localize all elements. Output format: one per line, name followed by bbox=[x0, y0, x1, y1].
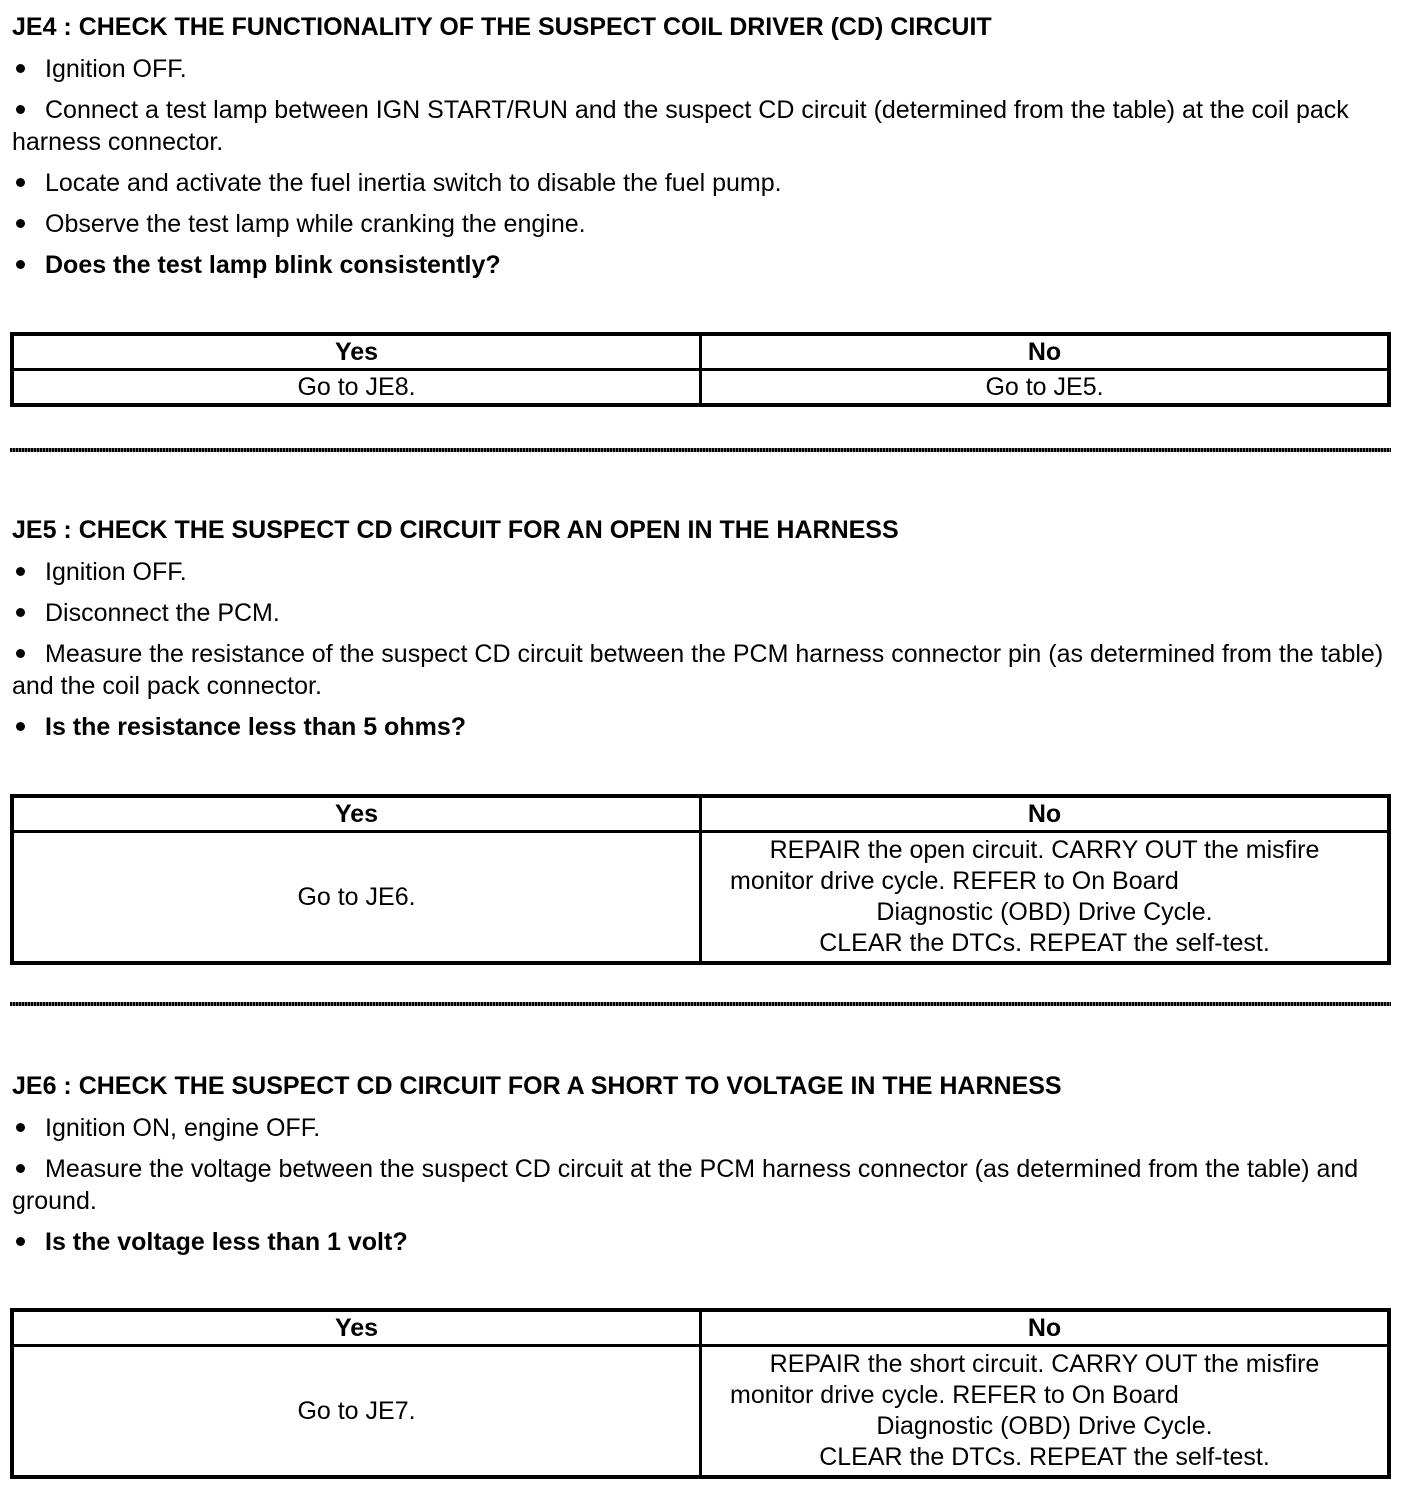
bullet-icon bbox=[16, 178, 25, 187]
bullet-icon bbox=[16, 567, 25, 576]
bullet-icon bbox=[16, 649, 25, 658]
bullet-item: Measure the voltage between the suspect CD circuit at the PCM harness connector (as determined from the table) and ground. bbox=[12, 1155, 1359, 1215]
section-divider bbox=[10, 1002, 1391, 1006]
bullet-icon bbox=[16, 1164, 25, 1173]
table-header-row bbox=[12, 1310, 1389, 1346]
no-header: No bbox=[701, 796, 1390, 832]
bullet-icon bbox=[16, 1123, 25, 1132]
no-line: monitor drive cycle. REFER to On Board bbox=[730, 1381, 1179, 1409]
bullet-question: Is the voltage less than 1 volt? bbox=[12, 1226, 1392, 1258]
table-row bbox=[12, 832, 1389, 964]
no-cell: Go to JE5. bbox=[701, 370, 1390, 406]
bullet-item: Ignition OFF. bbox=[12, 556, 1392, 588]
result-table-je6 bbox=[10, 1308, 1391, 1479]
bullet-icon bbox=[16, 722, 25, 731]
bullet-question: Does the test lamp blink consistently? bbox=[12, 249, 1392, 281]
yes-cell: Go to JE8. bbox=[12, 370, 701, 406]
section-divider bbox=[10, 448, 1391, 452]
result-table-je5 bbox=[10, 794, 1391, 965]
no-line: monitor drive cycle. REFER to On Board bbox=[730, 867, 1179, 895]
yes-header: Yes bbox=[12, 1310, 701, 1346]
no-line: CLEAR the DTCs. REPEAT the self-test. bbox=[819, 1443, 1270, 1471]
bullet-item: Locate and activate the fuel inertia switch to disable the fuel pump. bbox=[12, 167, 1392, 199]
result-table-je4 bbox=[10, 332, 1391, 407]
bullet-item: Ignition ON, engine OFF. bbox=[12, 1112, 1392, 1144]
bullet-icon bbox=[16, 219, 25, 228]
no-header: No bbox=[701, 1310, 1390, 1346]
bullet-icon bbox=[16, 1237, 25, 1246]
yes-header: Yes bbox=[12, 796, 701, 832]
bullet-icon bbox=[16, 64, 25, 73]
bullet-item: Measure the resistance of the suspect CD circuit between the PCM harness connector pin (as determined from the table) and the coil pack connector. bbox=[12, 640, 1384, 700]
yes-header: Yes bbox=[12, 334, 701, 370]
no-line: Diagnostic (OBD) Drive Cycle. bbox=[876, 898, 1213, 926]
step-je5 bbox=[12, 515, 1392, 743]
bullet-item: Disconnect the PCM. bbox=[12, 597, 1392, 629]
no-header: No bbox=[701, 334, 1390, 370]
table-header-row bbox=[12, 796, 1389, 832]
bullet-question: Is the resistance less than 5 ohms? bbox=[12, 711, 1392, 743]
no-line: REPAIR the open circuit. CARRY OUT the misfire bbox=[769, 836, 1320, 864]
step-je4 bbox=[12, 12, 1392, 281]
no-cell bbox=[701, 832, 1390, 964]
yes-cell: Go to JE7. bbox=[12, 1346, 701, 1478]
step-heading: JE5 : CHECK THE SUSPECT CD CIRCUIT FOR AN OPEN IN THE HARNESS bbox=[12, 516, 899, 544]
no-line: REPAIR the short circuit. CARRY OUT the misfire bbox=[769, 1350, 1320, 1378]
bullet-item: Ignition OFF. bbox=[12, 53, 1392, 85]
step-heading: JE4 : CHECK THE FUNCTIONALITY OF THE SUSPECT COIL DRIVER (CD) CIRCUIT bbox=[12, 13, 992, 41]
bullet-icon bbox=[16, 608, 25, 617]
table-row bbox=[12, 370, 1389, 406]
no-line: CLEAR the DTCs. REPEAT the self-test. bbox=[819, 929, 1270, 957]
bullet-item: Observe the test lamp while cranking the engine. bbox=[12, 208, 1392, 240]
table-header-row bbox=[12, 334, 1389, 370]
yes-cell: Go to JE6. bbox=[12, 832, 701, 964]
step-heading: JE6 : CHECK THE SUSPECT CD CIRCUIT FOR A SHORT TO VOLTAGE IN THE HARNESS bbox=[12, 1072, 1062, 1100]
step-je6 bbox=[12, 1071, 1392, 1258]
bullet-item: Connect a test lamp between IGN START/RUN and the suspect CD circuit (determined from the table) at the coil pack harness connector. bbox=[12, 96, 1349, 156]
table-row bbox=[12, 1346, 1389, 1478]
bullet-icon bbox=[16, 105, 25, 114]
no-cell bbox=[701, 1346, 1390, 1478]
bullet-icon bbox=[16, 260, 25, 269]
no-line: Diagnostic (OBD) Drive Cycle. bbox=[876, 1412, 1213, 1440]
